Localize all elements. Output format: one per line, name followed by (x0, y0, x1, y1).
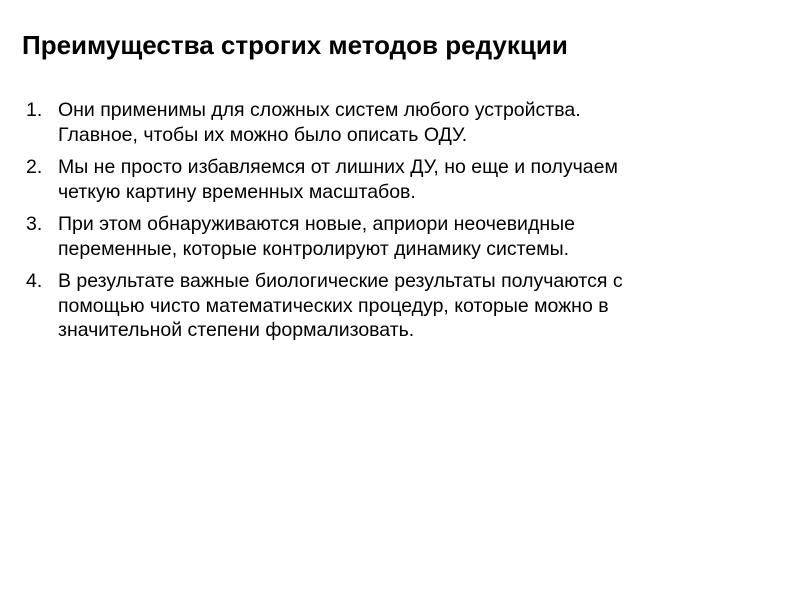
item-text-line: При этом обнаруживаются новые, априори неочевидные (58, 213, 575, 235)
item-number: 3. (26, 213, 43, 235)
list-item (26, 269, 726, 343)
item-text-line: Мы не просто избавляемся от лишних ДУ, но еще и получаем (58, 156, 618, 178)
advantages-list (26, 98, 726, 351)
item-number: 1. (26, 99, 43, 121)
item-text-line: Главное, чтобы их можно было описать ОДУ. (58, 123, 468, 146)
item-number: 4. (26, 270, 43, 292)
list-item (26, 212, 726, 261)
list-item (26, 98, 726, 147)
item-text-line: Они применимы для сложных систем любого устройства. (58, 99, 581, 121)
list-item (26, 155, 726, 204)
item-text-line: значительной степени формализовать. (58, 319, 415, 341)
item-text (58, 212, 575, 261)
item-text-line: помощью чисто математических процедур, которые можно в (58, 294, 609, 317)
item-text (58, 98, 581, 147)
slide-title: Преимущества строгих методов редукции (22, 30, 568, 60)
item-text (58, 155, 618, 204)
item-text-line: В результате важные биологические результаты получаются с (58, 270, 623, 292)
item-text (58, 269, 623, 343)
item-text-line: переменные, которые контролируют динамику системы. (58, 237, 570, 260)
item-text-line: четкую картину временных масштабов. (58, 180, 416, 203)
item-number: 2. (26, 156, 43, 178)
